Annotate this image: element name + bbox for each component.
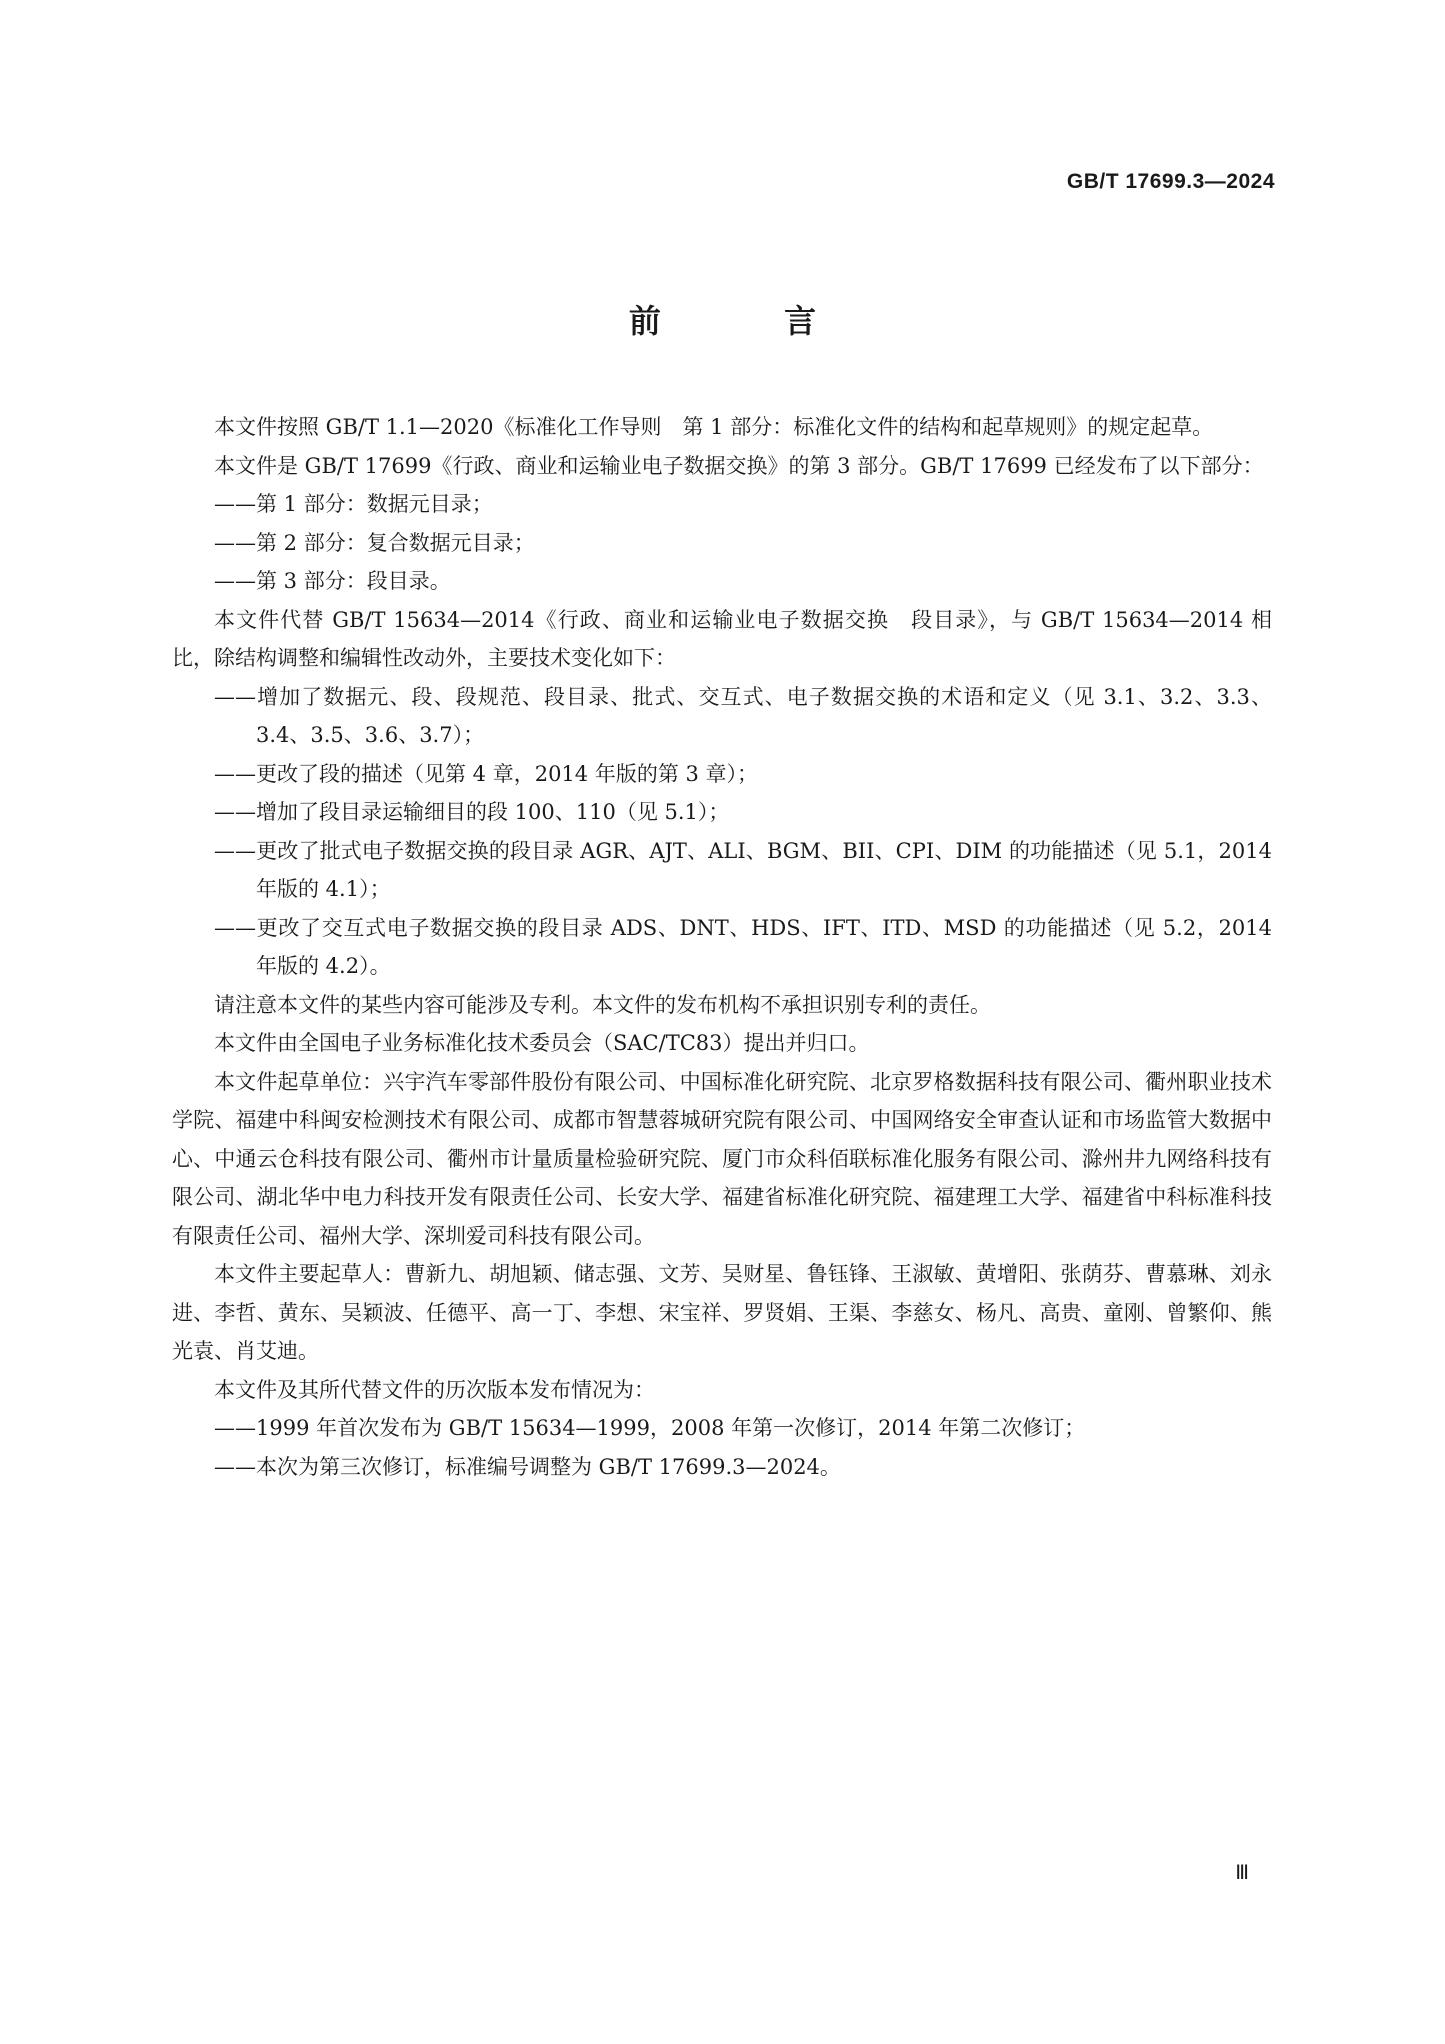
paragraph-drafting-units: 本文件起草单位：兴宇汽车零部件股份有限公司、中国标准化研究院、北京罗格数据科技有限公司、衢州职业技术学院、福建中科闽安检测技术有限公司、成都市智慧蓉城研究院有限公司、中国网络安全审查认证和市场监管大数据中心、中通云仓科技有限公司、衢州市计量质量检验研究院、厦门市众科佰联标准化服务有限公司、滁州井九网络科技有限公司、湖北华中电力科技开发有限责任公司、长安大学、福建省标准化研究院、福建理工大学、福建省中科标准科技有限责任公司、福州大学、深圳爱司科技有限公司。	[172, 1069, 1272, 1248]
page-title: 前 言	[628, 302, 873, 340]
paragraph-drafters: 本文件主要起草人：曹新九、胡旭颖、储志强、文芳、吴财星、鲁钰锋、王淑敏、黄增阳、张荫芬、曹慕琳、刘永进、李哲、黄东、吴颖波、任德平、高一丁、李想、宋宝祥、罗贤娟、王渠、李慈女、杨凡、高贵、童刚、曾繁仰、熊光袁、肖艾迪。	[172, 1262, 1272, 1363]
list-item-history-1: ——1999 年首次发布为 GB/T 15634—1999，2008 年第一次修订，2014 年第二次修订；	[214, 1416, 1086, 1440]
paragraph-history-intro: 本文件及其所代替文件的历次版本发布情况为：	[214, 1377, 655, 1402]
paragraph-committee: 本文件由全国电子业务标准化技术委员会（SAC/TC83）提出并归口。	[214, 1031, 870, 1055]
list-item-history-2: ——本次为第三次修订，标准编号调整为 GB/T 17699.3—2024。	[214, 1454, 841, 1479]
document-id: GB/T 17699.3—2024	[1066, 170, 1275, 193]
list-item-part-2: ——第 2 部分：复合数据元目录；	[214, 530, 535, 555]
list-item-part-1: ——第 1 部分：数据元目录；	[214, 492, 493, 516]
list-item-change-interactive: ——更改了交互式电子数据交换的段目录 ADS、DNT、HDS、IFT、ITD、MSD 的功能描述（见 5.2，2014 年版的 4.2）。	[214, 915, 1272, 978]
paragraph-series-parts: 本文件是 GB/T 17699《行政、商业和运输业电子数据交换》的第 3 部分。GB/T 17699 已经发布了以下部分：	[214, 453, 1264, 478]
list-item-change-segment-desc: ——更改了段的描述（见第 4 章，2014 年版的第 3 章）；	[214, 761, 759, 786]
list-item-change-segments-added: ——增加了段目录运输细目的段 100、110（见 5.1）；	[214, 800, 730, 824]
paragraph-patent-notice: 请注意本文件的某些内容可能涉及专利。本文件的发布机构不承担识别专利的责任。	[214, 992, 991, 1017]
paragraph-replaces: 本文件代替 GB/T 15634—2014《行政、商业和运输业电子数据交换 段目录》，与 GB/T 15634—2014 相比，除结构调整和编辑性改动外，主要技术变化如下：	[172, 607, 1272, 670]
page-number: Ⅲ	[1235, 1862, 1249, 1884]
list-item-change-batch: ——更改了批式电子数据交换的段目录 AGR、AJT、ALI、BGM、BII、CPI、DIM 的功能描述（见 5.1，2014 年版的 4.1）；	[214, 838, 1272, 901]
paragraph-drafting-rules: 本文件按照 GB/T 1.1—2020《标准化工作导则 第 1 部分：标准化文件的结构和起草规则》的规定起草。	[214, 415, 1214, 439]
foreword-body	[172, 408, 1272, 1486]
list-item-part-3: ——第 3 部分：段目录。	[214, 569, 451, 593]
list-item-change-terms: ——增加了数据元、段、段规范、段目录、批式、交互式、电子数据交换的术语和定义（见 3.1、3.2、3.3、3.4、3.5、3.6、3.7）；	[214, 684, 1272, 747]
